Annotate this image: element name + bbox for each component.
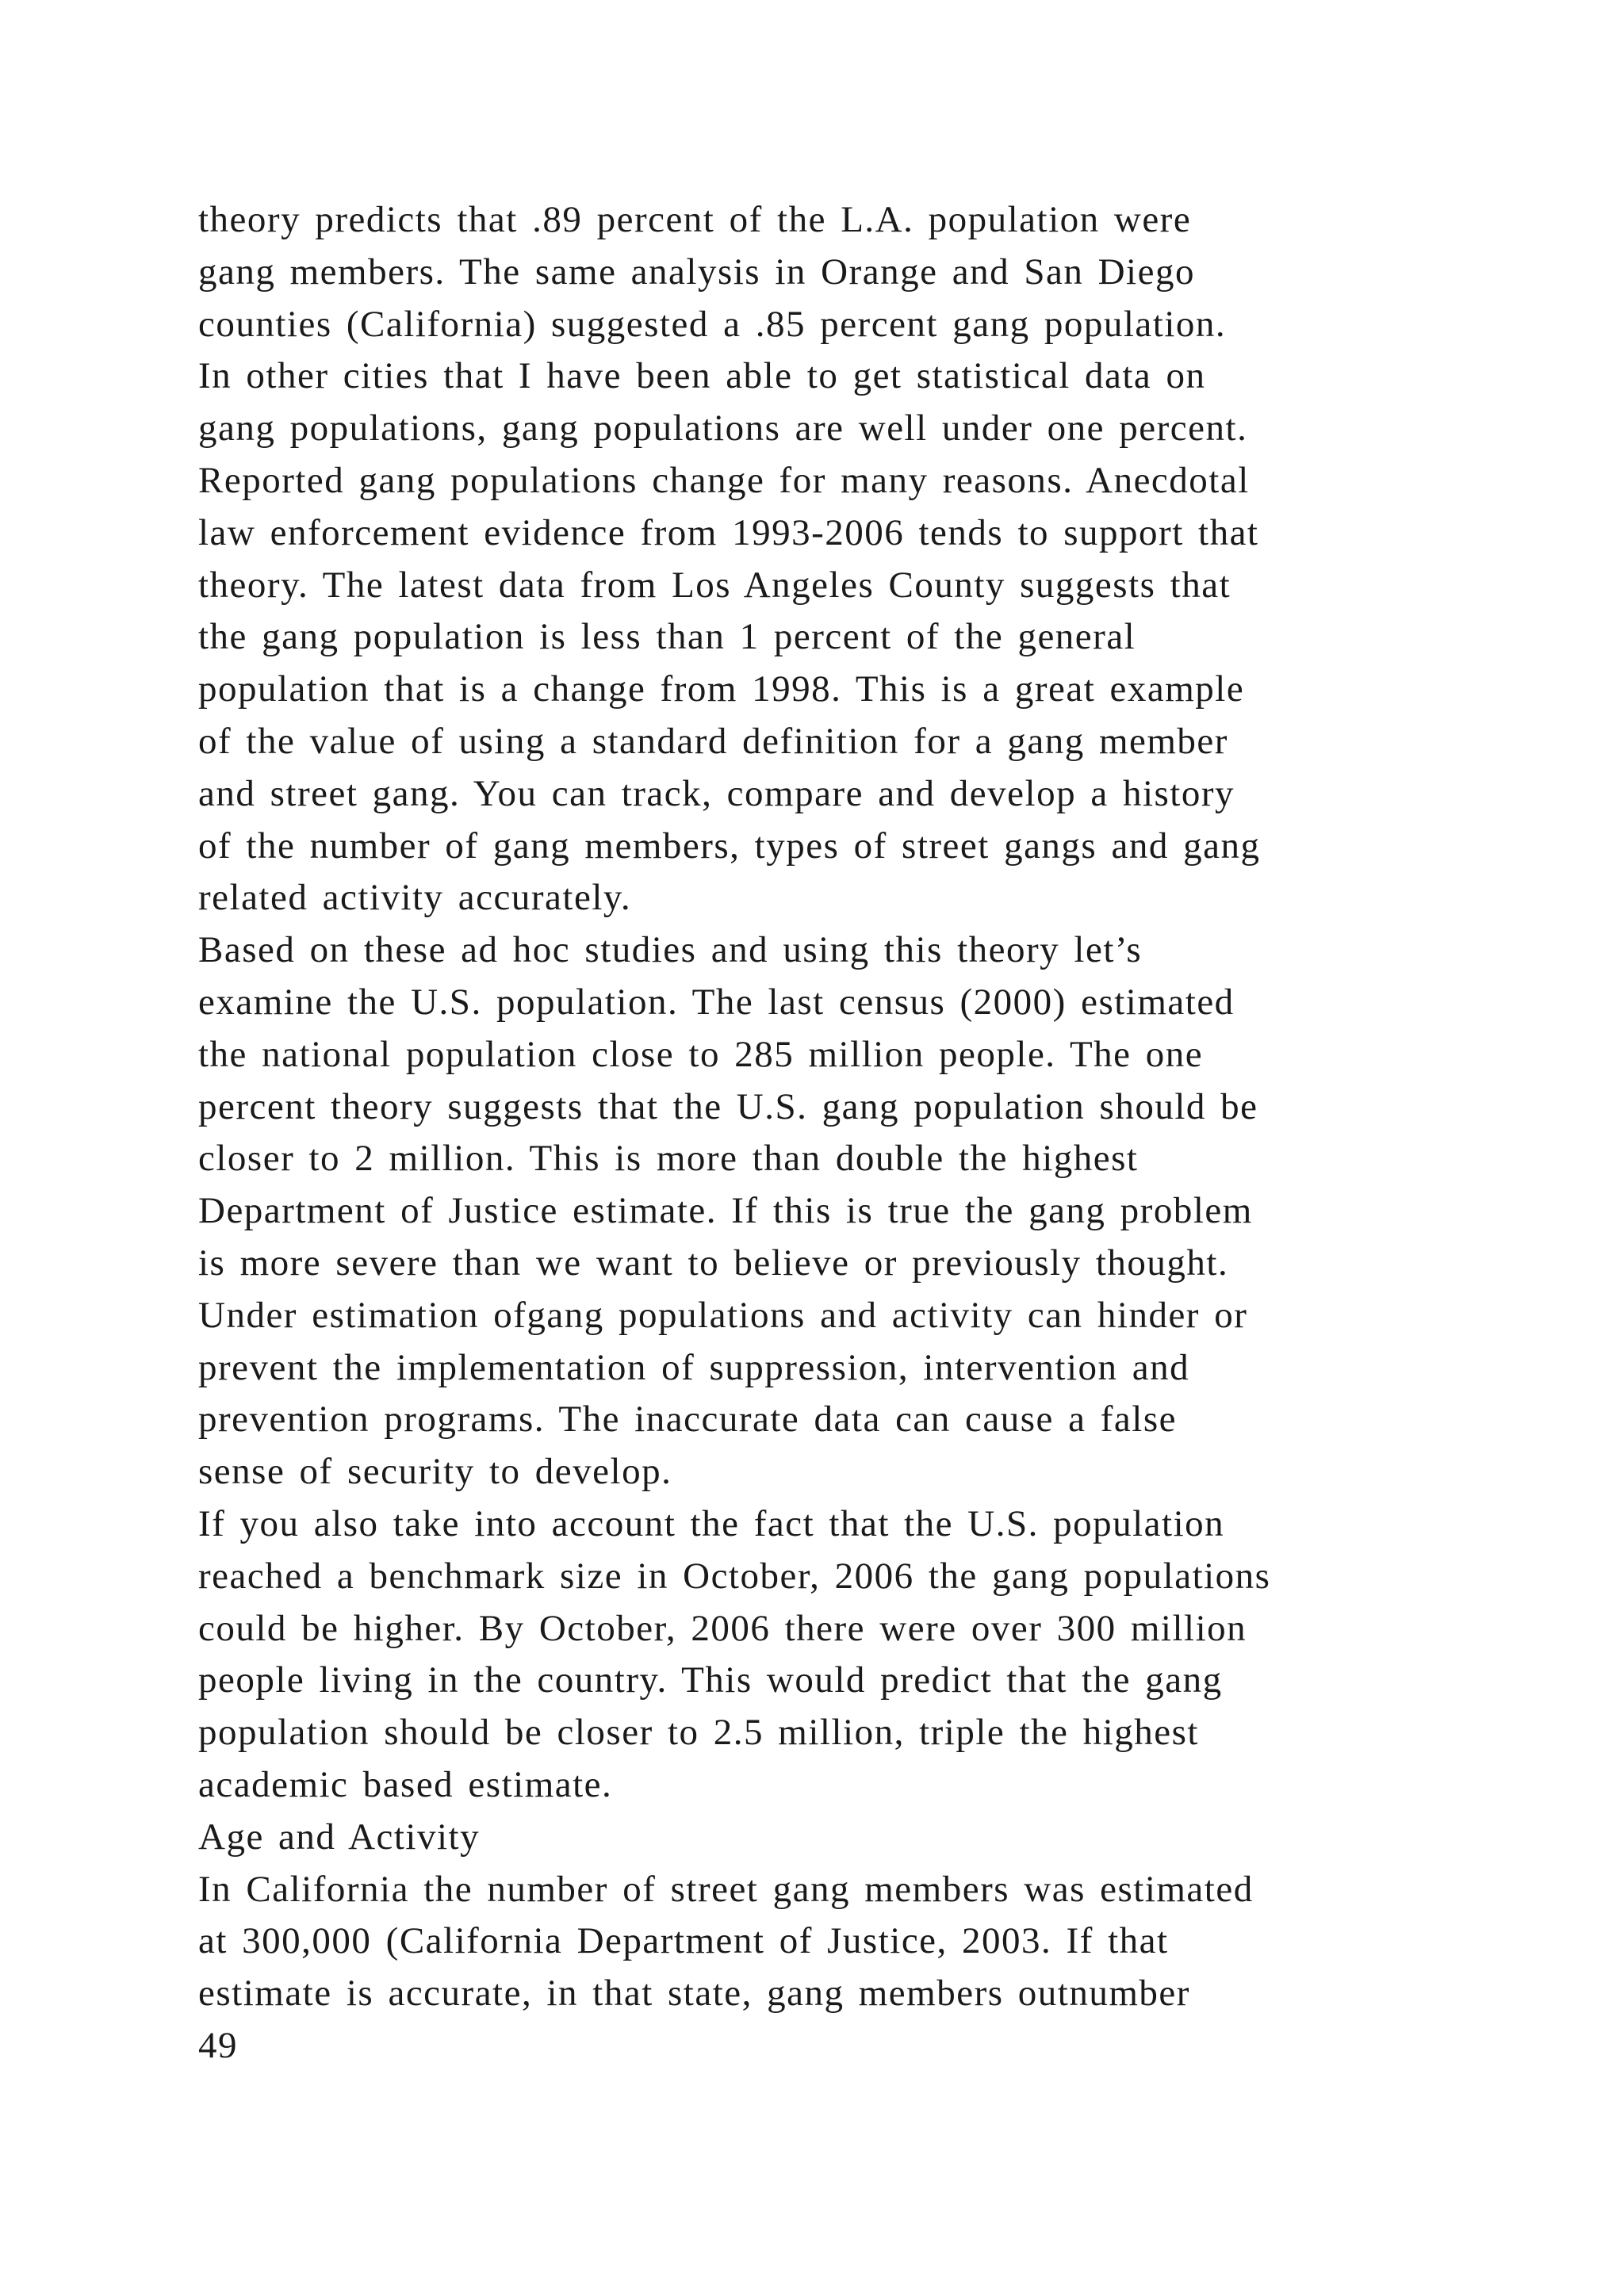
text-line: Department of Justice estimate. If this is true the gang problem xyxy=(198,1190,1253,1232)
text-line: and street gang. You can track, compare and develop a history xyxy=(198,772,1235,814)
text-line: sense of security to develop. xyxy=(198,1451,672,1493)
section-heading: Age and Activity xyxy=(198,1816,481,1858)
text-line: related activity accurately. xyxy=(198,877,632,919)
text-line: Reported gang populations change for many reasons. Anecdotal xyxy=(198,459,1250,501)
page-number: 49 xyxy=(198,2024,238,2066)
text-line: In other cities that I have been able to get statistical data on xyxy=(198,355,1206,397)
text-line: If you also take into account the fact that the U.S. population xyxy=(198,1502,1225,1544)
text-line: is more severe than we want to believe or previously thought. xyxy=(198,1242,1229,1284)
page-text xyxy=(198,194,1467,2072)
text-line: academic based estimate. xyxy=(198,1763,613,1805)
text-line: the gang population is less than 1 percent of the general xyxy=(198,616,1136,658)
text-line: of the number of gang members, types of street gangs and gang xyxy=(198,825,1261,867)
text-line: theory. The latest data from Los Angeles County suggests that xyxy=(198,564,1231,606)
text-line: Based on these ad hoc studies and using this theory let’s xyxy=(198,929,1143,971)
text-line: prevent the implementation of suppression, intervention and xyxy=(198,1346,1190,1388)
text-line: gang members. The same analysis in Orange and San Diego xyxy=(198,251,1195,293)
text-line: Under estimation ofgang populations and activity can hinder or xyxy=(198,1294,1248,1336)
text-line: theory predicts that .89 percent of the L.A. population were xyxy=(198,199,1192,240)
text-line: people living in the country. This would predict that the gang xyxy=(198,1659,1223,1701)
text-line: the national population close to 285 million people. The one xyxy=(198,1033,1204,1075)
text-line: closer to 2 million. This is more than double the highest xyxy=(198,1138,1139,1180)
text-line: population that is a change from 1998. This is a great example xyxy=(198,668,1245,710)
text-line: at 300,000 (California Department of Justice, 2003. If that xyxy=(198,1920,1169,1962)
text-line: gang populations, gang populations are well under one percent. xyxy=(198,408,1248,450)
text-line: examine the U.S. population. The last census (2000) estimated xyxy=(198,981,1235,1023)
text-line: reached a benchmark size in October, 2006 the gang populations xyxy=(198,1555,1271,1597)
text-line: could be higher. By October, 2006 there were over 300 million xyxy=(198,1607,1247,1649)
text-line: law enforcement evidence from 1993-2006 tends to support that xyxy=(198,511,1259,553)
text-line: percent theory suggests that the U.S. gang population should be xyxy=(198,1085,1258,1127)
text-line: of the value of using a standard definition for a gang member xyxy=(198,720,1228,762)
text-line: population should be closer to 2.5 million, triple the highest xyxy=(198,1712,1199,1754)
text-line: counties (California) suggested a .85 percent gang population. xyxy=(198,303,1227,345)
text-line: In California the number of street gang members was estimated xyxy=(198,1868,1254,1910)
text-line: prevention programs. The inaccurate data can cause a false xyxy=(198,1399,1178,1441)
text-line: estimate is accurate, in that state, gang members outnumber xyxy=(198,1973,1190,2015)
